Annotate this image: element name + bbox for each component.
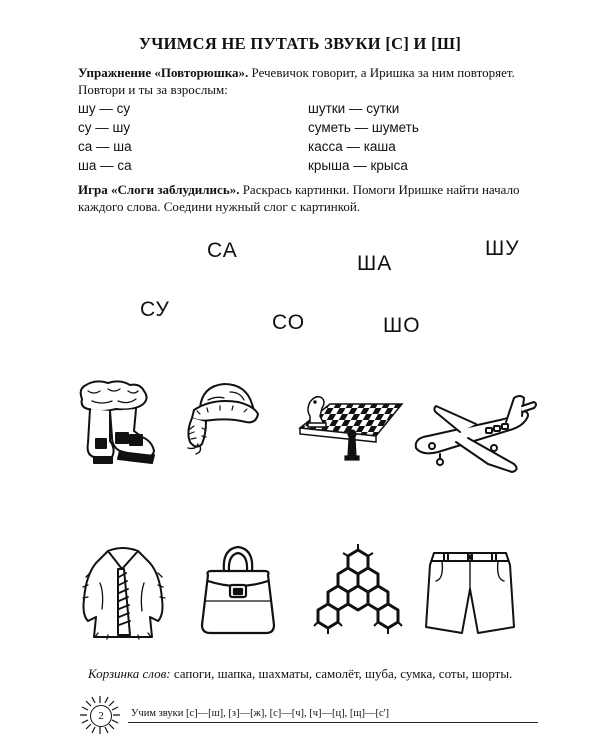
exercise-name: Упражнение «Повторюшка».: [78, 65, 249, 80]
pair-right: крыша — крыса: [308, 158, 408, 173]
game-text: Раскрась картинки. Помоги Иришке найти начало каждого слова. Соедини нужный слог с картинкой.: [78, 182, 520, 214]
word-basket: [88, 666, 512, 682]
chess-icon[interactable]: [296, 390, 404, 468]
hat-icon[interactable]: [172, 378, 272, 458]
pair-left: ша — са: [78, 158, 132, 173]
basket-words: сапоги, шапка, шахматы, самолёт, шуба, сумка, соты, шорты.: [170, 666, 513, 681]
pair-left: су — шу: [78, 120, 131, 135]
syllable-su[interactable]: СУ: [140, 298, 170, 321]
exercise-instructions: [78, 64, 548, 98]
syllable-sa[interactable]: СА: [207, 239, 238, 262]
syllable-shu[interactable]: ШУ: [485, 237, 520, 260]
bag-icon[interactable]: [196, 541, 280, 637]
pair-left: шу — су: [78, 101, 131, 116]
game-instructions: [78, 181, 548, 215]
pair-right: касса — каша: [308, 139, 396, 154]
page-title: УЧИМСЯ НЕ ПУТАТЬ ЗВУКИ [С] И [Ш]: [138, 34, 462, 53]
pair-right: шутки — сутки: [308, 101, 400, 116]
exercise-text: Речевичок говорит, а Иришка за ним повторяет. Повтори и ты за взрослым:: [78, 65, 515, 97]
pair-left: са — ша: [78, 139, 132, 154]
game-name: Игра «Слоги заблудились».: [78, 182, 240, 197]
boots-icon[interactable]: [72, 377, 162, 469]
shorts-icon[interactable]: [422, 545, 518, 639]
pair-right: суметь — шуметь: [308, 120, 419, 135]
page-number: 2: [90, 705, 112, 727]
footer-text: Учим звуки [с]—[ш], [з]—[ж], [с]—[ч], [ч]—[ц], [щ]—[с']: [131, 708, 390, 719]
fur-coat-icon[interactable]: [78, 543, 168, 643]
syllable-so[interactable]: СО: [272, 311, 306, 334]
footer-divider: [128, 722, 538, 723]
honeycomb-icon[interactable]: [312, 542, 404, 640]
syllable-sho[interactable]: ШО: [383, 314, 421, 337]
basket-label: Корзинка слов:: [88, 666, 171, 681]
syllable-sha[interactable]: ША: [357, 252, 393, 275]
plane-icon[interactable]: [410, 392, 538, 484]
